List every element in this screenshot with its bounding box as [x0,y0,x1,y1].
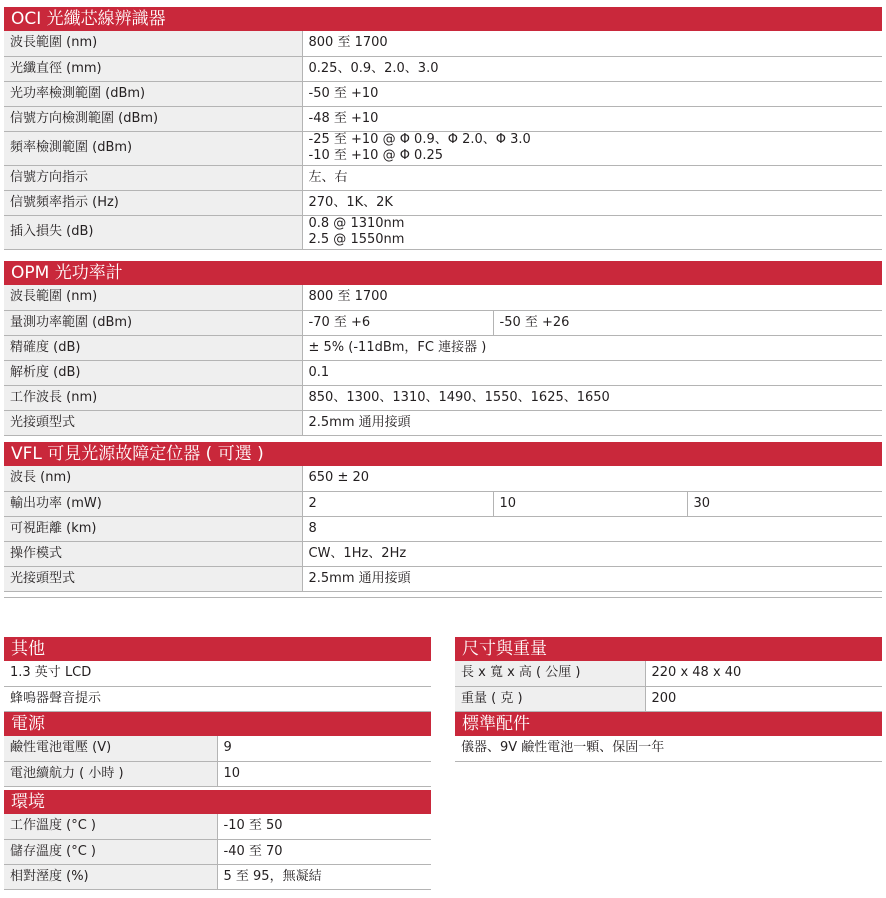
table-row [4,516,882,541]
table-row [4,566,882,591]
spec-value: 2 [302,491,493,516]
oci-section-title: OCI 光纖芯線辨識器 [4,7,882,31]
spec-value: 270、1K、2K [302,190,882,215]
table-row [4,360,882,385]
other-spec-table [4,661,431,712]
environment-spec-table [4,814,431,890]
spec-value: 200 [645,686,882,711]
spec-value: 0.1 [302,360,882,385]
spec-label: 波長範圍 (nm) [4,285,302,310]
spec-label: 光接頭型式 [4,566,302,591]
spec-value: -70 至 +6 [302,310,493,335]
dimensions-spec-table [455,661,882,712]
spec-label: 可視距離 (km) [4,516,302,541]
table-row [4,686,431,711]
table-row [4,106,882,131]
spec-value-line: 0.8 @ 1310nm [308,216,405,231]
spec-label: 光纖直徑 (mm) [4,56,302,81]
spec-value: 650 ± 20 [302,466,882,491]
spec-value: 30 [687,491,882,516]
spec-value: 850、1300、1310、1490、1550、1625、1650 [302,385,882,410]
accessories-table [455,736,882,762]
spec-label: 相對溼度 (%) [4,864,217,889]
spec-item: 1.3 英寸 LCD [4,661,431,686]
spec-label: 波長範圍 (nm) [4,31,302,56]
spec-value: 220 x 48 x 40 [645,661,882,686]
table-row [4,466,882,491]
spec-value: 2.5mm 通用接頭 [302,566,882,591]
table-row [4,81,882,106]
table-row [4,661,431,686]
table-row [4,131,882,165]
spec-label: 電池續航力 ( 小時 ) [4,761,217,786]
table-row [4,410,882,435]
power-section-title: 電源 [4,712,431,736]
spec-value: 8 [302,516,882,541]
table-row [4,285,882,310]
spec-item: 蜂鳴器聲音提示 [4,686,431,711]
spec-value: 9 [217,736,431,761]
spec-label: 量測功率範圍 (dBm) [4,310,302,335]
opm-spec-table [4,285,882,436]
table-row [4,864,431,889]
table-row [455,736,882,761]
spec-label: 信號方向檢測範圍 (dBm) [4,106,302,131]
spec-value: 2.5mm 通用接頭 [302,410,882,435]
table-row [4,736,431,761]
vfl-spec-table [4,466,882,592]
spec-value-line: -10 至 +10 @ Φ 0.25 [308,148,444,163]
environment-section-title: 環境 [4,790,431,814]
spec-label: 精確度 (dB) [4,335,302,360]
spec-label: 信號方向指示 [4,165,302,190]
table-row [455,686,882,711]
table-row [4,839,431,864]
spec-value [302,131,882,165]
table-row [4,491,882,516]
spec-label: 插入損失 (dB) [4,215,302,249]
spec-value: -40 至 70 [217,839,431,864]
spec-label: 光接頭型式 [4,410,302,435]
vfl-section-title: VFL 可見光源故障定位器 ( 可選 ) [4,442,882,466]
spec-label: 儲存溫度 (°C ) [4,839,217,864]
table-row [4,31,882,56]
spec-label: 光功率檢測範圍 (dBm) [4,81,302,106]
spec-value: 0.25、0.9、2.0、3.0 [302,56,882,81]
spec-label: 波長 (nm) [4,466,302,491]
accessories-list: 儀器、9V 鹼性電池一顆、保固一年 [455,736,882,761]
spec-value: 左、右 [302,165,882,190]
table-row [4,541,882,566]
spec-value: 800 至 1700 [302,285,882,310]
spec-value [302,215,882,249]
spec-value-line: 2.5 @ 1550nm [308,232,405,247]
table-row [4,310,882,335]
spec-value: -48 至 +10 [302,106,882,131]
spec-label: 頻率檢測範圍 (dBm) [4,131,302,165]
table-row [4,761,431,786]
spec-label: 工作溫度 (°C ) [4,814,217,839]
spec-label: 信號頻率指示 (Hz) [4,190,302,215]
table-row [4,190,882,215]
table-row [4,814,431,839]
spec-label: 鹼性電池電壓 (V) [4,736,217,761]
spec-label: 長 x 寬 x 高 ( 公厘 ) [455,661,645,686]
spec-value: CW、1Hz、2Hz [302,541,882,566]
table-row [4,56,882,81]
spec-value: 5 至 95，無凝結 [217,864,431,889]
oci-spec-table [4,31,882,250]
spec-value: 10 [217,761,431,786]
spec-label: 解析度 (dB) [4,360,302,385]
accessories-section-title: 標準配件 [455,712,882,736]
table-row [4,165,882,190]
table-row [4,215,882,249]
spec-label: 操作模式 [4,541,302,566]
spec-value: ± 5% (-11dBm，FC 連接器 ) [302,335,882,360]
spec-value: -50 至 +26 [493,310,882,335]
spec-label: 工作波長 (nm) [4,385,302,410]
spec-value: -10 至 50 [217,814,431,839]
spec-value: 10 [493,491,687,516]
table-row [4,335,882,360]
spec-value: -50 至 +10 [302,81,882,106]
other-section-title: 其他 [4,637,431,661]
spec-value: 800 至 1700 [302,31,882,56]
spec-value-line: -25 至 +10 @ Φ 0.9、Φ 2.0、Φ 3.0 [308,132,531,147]
power-spec-table [4,736,431,787]
table-row [455,661,882,686]
opm-section-title: OPM 光功率計 [4,261,882,285]
table-row [4,385,882,410]
dimensions-section-title: 尺寸與重量 [455,637,882,661]
spec-label: 重量 ( 克 ) [455,686,645,711]
spec-label: 輸出功率 (mW) [4,491,302,516]
section-divider [4,597,882,598]
